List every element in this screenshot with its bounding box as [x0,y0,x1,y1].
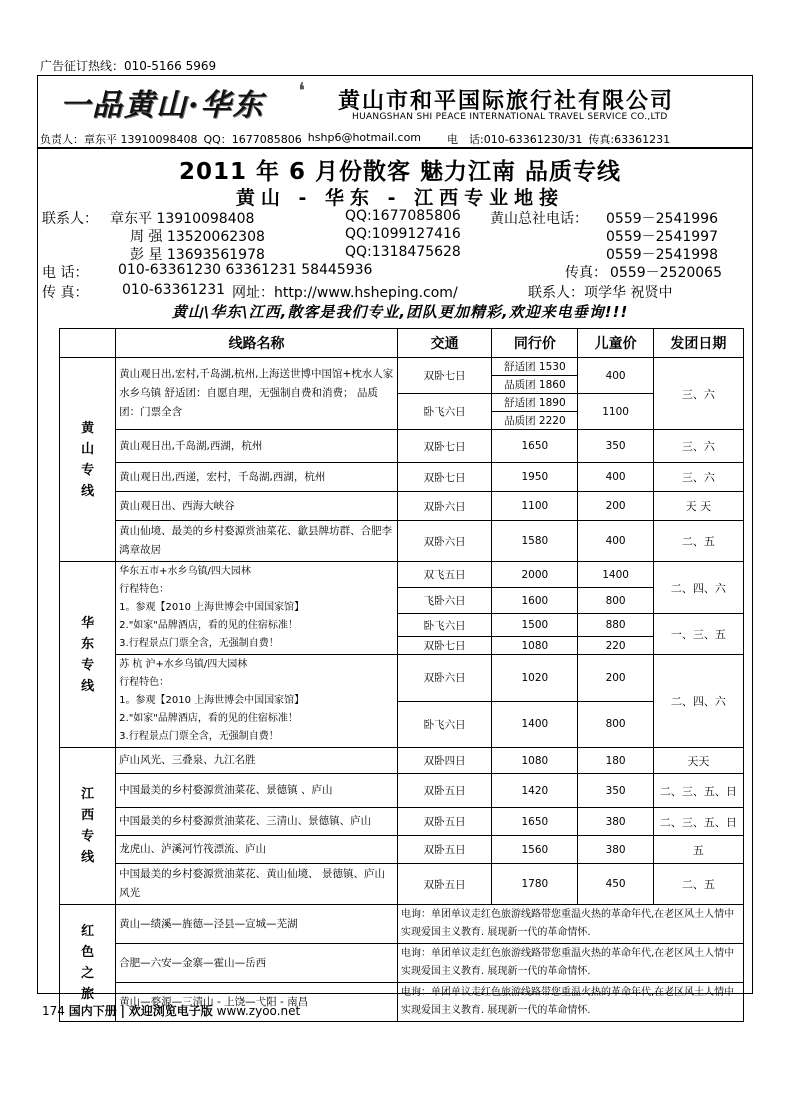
company-name-en: HUANGSHAN SHI PEACE INTERNATIONAL TRAVEL SERVICE CO.,LTD [352,112,668,122]
transport: 双卧五日 [397,808,491,836]
departure-days: 二、三、五、日 [653,808,743,836]
contact-1: 章东平 13910098408 [110,211,255,227]
table-row [60,905,744,944]
table-row [60,944,744,983]
footer-promo: 欢迎浏览电子版 [128,1004,213,1018]
header-contact-line [40,131,752,147]
departure-days: 天天 [653,748,743,774]
route-name: 龙虎山、泸溪河竹筏漂流、庐山 [116,836,398,864]
manager: 负责人：章东平 13910098408 [40,133,198,146]
departure-days: 二、四、六 [653,562,743,614]
footer-section: 国内下册 [68,1004,117,1018]
price: 1600 [492,588,578,614]
child-price: 180 [578,748,653,774]
footer-url[interactable]: www.zyoo.net [216,1004,301,1018]
departure-days: 三、六 [653,463,743,492]
brush-swoosh-icon: ❛ [298,79,306,104]
route-feature: 3.行程景点门票全含，无强制自费！ [119,731,279,742]
contacts-label: 联系人： [42,211,98,227]
contact-2: 周 强 13520062308 [130,229,265,245]
transport: 双卧七日 [397,463,491,492]
header-qq: QQ：1677085806 [203,133,302,146]
route-name: 黄山观日出,宏村,千岛湖,杭州,上海送世博中国馆+枕水人家水乡乌镇 舒适团：自愿自理，无强制自费和消费； 品质团：门票全含 [116,358,398,430]
price: 1950 [492,463,578,492]
child-price: 400 [578,463,653,492]
slogan: 黄山\华东\江西,散客是我们专业,团队更加精彩,欢迎来电垂询!!! [171,303,629,321]
fax-label: 传真： [565,265,607,281]
route-feature-label: 行程特色： [119,584,170,595]
route-feature: 1。参观【2010 上海世博会中国国家馆】 [119,602,305,613]
hq-phone-1: 0559－2541996 [606,211,718,227]
transport: 双卧七日 [397,430,491,463]
price: 1650 [492,808,578,836]
header-route: 线路名称 [116,329,398,358]
transport: 双卧四日 [397,748,491,774]
child-price: 380 [578,836,653,864]
transport: 双卧五日 [397,836,491,864]
price: 1500 [492,614,578,637]
table-row [60,492,744,521]
departure-days: 天 天 [653,492,743,521]
contact-persons: 联系人：项学华 祝贤中 [528,285,673,301]
website-link[interactable]: 网址：http://www.hsheping.com/ [232,285,458,301]
fax-number: 0559－2520065 [610,265,722,281]
transport: 双卧五日 [397,774,491,808]
transport: 双卧六日 [397,521,491,562]
route-name: 合肥—六安—金寨—霍山—岳西 [116,944,398,983]
price: 2000 [492,562,578,588]
departure-days: 二、四、六 [653,655,743,748]
price: 1020 [492,655,578,702]
child-price: 880 [578,614,653,637]
price: 1080 [492,637,578,655]
page-footer [42,1002,300,1019]
departure-days: 二、三、五、日 [653,774,743,808]
transport: 双卧七日 [397,358,491,394]
table-row [60,655,744,702]
header-divider [38,147,752,149]
departure-days: 五 [653,836,743,864]
price: 1650 [492,430,578,463]
header-price: 同行价 [492,329,578,358]
fax2-number: 010-63361231 [122,282,226,298]
category-huadong: 华东专线 [60,562,116,748]
price: 舒适团 1530 [492,358,578,376]
price: 1100 [492,492,578,521]
route-name [116,562,398,655]
transport: 卧飞六日 [397,394,491,430]
transport: 双卧六日 [397,492,491,521]
departure-days: 三、六 [653,430,743,463]
transport: 飞卧六日 [397,588,491,614]
route-feature: 2."如家"品牌酒店，看的见的住宿标准！ [119,620,298,631]
transport: 卧飞六日 [397,701,491,748]
category-red: 红色之旅 [60,905,116,1022]
hq-phone-label: 黄山总社电话： [490,211,588,227]
price: 1560 [492,836,578,864]
child-price: 400 [578,358,653,394]
header-blank [60,329,116,358]
page-subtitle: 黄山 - 华东 - 江西专业地接 [235,187,565,209]
route-name: 黄山仙境、最美的乡村婺源赏油菜花、歙县牌坊群、合肥李鸿章故居 [116,521,398,562]
child-price: 220 [578,637,653,655]
category-jiangxi: 江西专线 [60,748,116,905]
fax2-label: 传 真： [42,285,89,301]
route-note: 电询：单团单议走红色旅游线路带您重温火热的革命年代,在老区风土人情中实现爱国主义教育. 展现新一代的革命情怀. [397,944,743,983]
table-row [60,808,744,836]
table-row [60,774,744,808]
departure-days: 三、六 [653,358,743,430]
hq-phone-3: 0559－2541998 [606,247,718,263]
price: 品质团 2220 [492,412,578,430]
transport: 双卧七日 [397,637,491,655]
header-phone: 电 话:010-63361230/31 [447,133,583,146]
tel-numbers: 010-63361230 63361231 58445936 [118,262,373,278]
child-price: 400 [578,521,653,562]
route-note: 电询：单团单议走红色旅游线路带您重温火热的革命年代,在老区风土人情中实现爱国主义教育. 展现新一代的革命情怀. [397,983,743,1022]
header-departure: 发团日期 [653,329,743,358]
child-price: 350 [578,774,653,808]
hq-phone-2: 0559－2541997 [606,229,718,245]
route-name: 中国最美的乡村婺源赏油菜花、黄山仙境、 景德镇、庐山风光 [116,864,398,905]
route-name: 黄山观日出,千岛湖,西湖，杭州 [116,430,398,463]
departure-days: 二、五 [653,521,743,562]
child-price: 1400 [578,562,653,588]
transport: 双卧六日 [397,655,491,702]
price: 1580 [492,521,578,562]
transport: 卧飞六日 [397,614,491,637]
table-row [60,562,744,588]
tel-label: 电 话： [42,265,89,281]
routes-table [59,328,744,1022]
table-row [60,463,744,492]
page-number: 174 [42,1004,65,1018]
route-note: 电询：单团单议走红色旅游线路带您重温火热的革命年代,在老区风土人情中实现爱国主义教育. 展现新一代的革命情怀. [397,905,743,944]
route-title: 苏 杭 沪+水乡乌镇/四大园林 [119,659,248,670]
price: 1780 [492,864,578,905]
company-name: 黄山市和平国际旅行社有限公司 [338,89,675,114]
child-price: 800 [578,588,653,614]
contact-1-qq: QQ:1677085806 [345,208,461,224]
table-row [60,748,744,774]
price: 1080 [492,748,578,774]
route-feature: 1。参观【2010 上海世博会中国国家馆】 [119,695,305,706]
category-huangshan: 黄山专线 [60,358,116,562]
route-name: 黄山—绩溪—旌德—泾县—宣城—芜湖 [116,905,398,944]
contact-3: 彭 星 13693561978 [130,247,265,263]
price: 1420 [492,774,578,808]
departure-days: 一、三、五 [653,614,743,655]
contact-2-qq: QQ:1099127416 [345,226,461,242]
transport: 双飞五日 [397,562,491,588]
transport: 双卧五日 [397,864,491,905]
header-fax: 传真:63361231 [588,133,671,146]
route-name: 庐山风光、三叠泉、九江名胜 [116,748,398,774]
table-row [60,358,744,376]
route-name: 中国最美的乡村婺源赏油菜花、三清山、景德镇、庐山 [116,808,398,836]
route-feature-label: 行程特色： [119,677,170,688]
table-row [60,521,744,562]
page-title: 2011 年 6 月份散客 魅力江南 品质专线 [178,159,622,185]
child-price: 200 [578,655,653,702]
table-row [60,430,744,463]
child-price: 1100 [578,394,653,430]
header-child-price: 儿童价 [578,329,653,358]
ad-hotline: 广告征订热线：010-5166 5969 [40,59,217,73]
contact-3-qq: QQ:1318475628 [345,244,461,260]
table-row [60,864,744,905]
child-price: 200 [578,492,653,521]
footer-separator: | [120,1004,125,1018]
route-name: 中国最美的乡村婺源赏油菜花、景德镇 、庐山 [116,774,398,808]
route-feature: 3.行程景点门票全含，无强制自费！ [119,638,279,649]
price: 品质团 1860 [492,376,578,394]
child-price: 380 [578,808,653,836]
child-price: 800 [578,701,653,748]
departure-days: 二、五 [653,864,743,905]
child-price: 350 [578,430,653,463]
header-transport: 交通 [397,329,491,358]
price: 1400 [492,701,578,748]
header-email[interactable]: hshp6@hotmail.com [307,131,422,144]
table-row [60,836,744,864]
route-feature: 2."如家"品牌酒店，看的见的住宿标准！ [119,713,298,724]
route-name [116,655,398,748]
logo: 一品黄山·华东 [60,88,265,123]
route-name: 黄山观日出,西递，宏村，千岛湖,西湖，杭州 [116,463,398,492]
table-header [60,329,744,358]
route-title: 华东五市+水乡乌镇/四大园林 [119,566,251,577]
price: 舒适团 1890 [492,394,578,412]
route-name: 黄山—婺源—三清山 - 上饶—弋阳 - 南昌 [116,983,398,1022]
child-price: 450 [578,864,653,905]
route-name: 黄山观日出、西海大峡谷 [116,492,398,521]
